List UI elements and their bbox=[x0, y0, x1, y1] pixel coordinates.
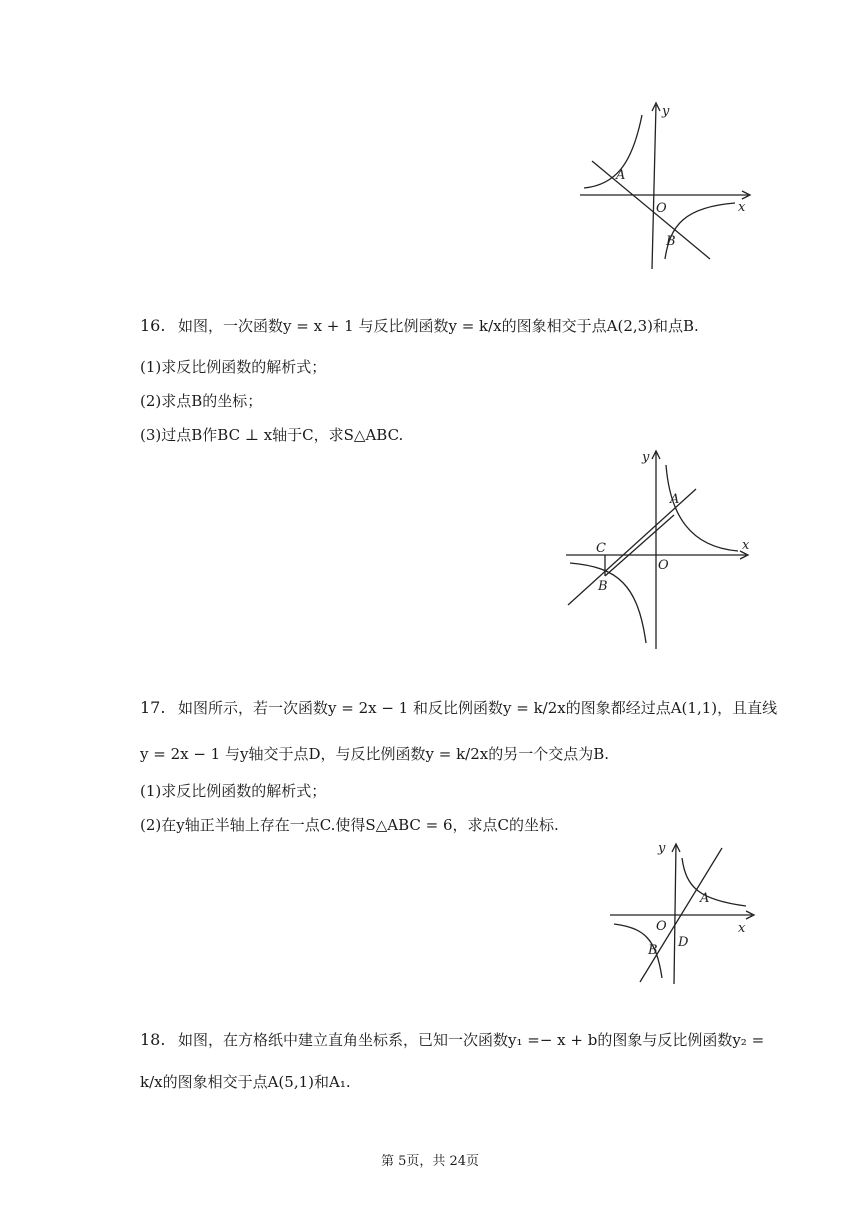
figure-q15 bbox=[570, 95, 760, 275]
q18-stem-line1 bbox=[140, 1030, 764, 1050]
q16-number: 16. bbox=[140, 316, 166, 335]
fig2-label-b: B bbox=[598, 579, 608, 594]
fig3-label-b: B bbox=[648, 943, 658, 958]
q16-part1: (1)求反比例函数的解析式； bbox=[140, 358, 327, 376]
q18-stem1-text: 如图，在方格纸中建立直角坐标系，已知一次函数y₁ =− x + b的图象与反比例函数y₂ = bbox=[178, 1031, 765, 1049]
fig2-label-x: x bbox=[742, 538, 750, 553]
fig2-label-a: A bbox=[670, 492, 680, 507]
fig3-label-x: x bbox=[738, 921, 746, 936]
q17-stem1-text: 如图所示，若一次函数y = 2x − 1 和反比例函数y = k/2x的图象都经过点A(1,1)，且直线 bbox=[178, 699, 778, 717]
fig1-label-b: B bbox=[666, 234, 676, 249]
fig2-label-c: C bbox=[596, 541, 606, 556]
fig1-label-o: O bbox=[656, 201, 667, 216]
page-footer: 第 5页，共 24页 bbox=[380, 1154, 480, 1169]
q17-part2: (2)在y轴正半轴上存在一点C.使得S△ABC = 6，求点C的坐标. bbox=[140, 816, 559, 834]
figure-q16 bbox=[560, 445, 760, 655]
fig1-label-x: x bbox=[738, 200, 746, 215]
fig2-label-y: y bbox=[642, 450, 650, 465]
fig3-label-a: A bbox=[700, 891, 710, 906]
fig3-label-o: O bbox=[656, 919, 667, 934]
q17-stem-line1 bbox=[140, 698, 777, 718]
fig3-label-y: y bbox=[658, 841, 666, 856]
q18-number: 18. bbox=[140, 1030, 166, 1049]
q16-stem bbox=[140, 316, 699, 336]
q17-number: 17. bbox=[140, 698, 166, 717]
fig3-label-d: D bbox=[678, 935, 689, 950]
figure-q17 bbox=[604, 838, 760, 988]
q18-stem-line2: k/x的图象相交于点A(5,1)和A₁. bbox=[140, 1073, 351, 1091]
q16-stem-text: 如图，一次函数y = x + 1 与反比例函数y = k/x的图象相交于点A(2,3)和点B. bbox=[178, 317, 699, 335]
fig2-label-o: O bbox=[658, 558, 669, 573]
q17-part1: (1)求反比例函数的解析式； bbox=[140, 782, 327, 800]
q16-part2: (2)求点B的坐标； bbox=[140, 392, 263, 410]
q16-part3: (3)过点B作BC ⊥ x轴于C，求S△ABC. bbox=[140, 426, 404, 444]
q17-stem-line2: y = 2x − 1 与y轴交于点D，与反比例函数y = k/2x的另一个交点为B. bbox=[140, 745, 610, 763]
fig1-label-y: y bbox=[662, 104, 670, 119]
fig1-label-a: A bbox=[616, 168, 626, 183]
